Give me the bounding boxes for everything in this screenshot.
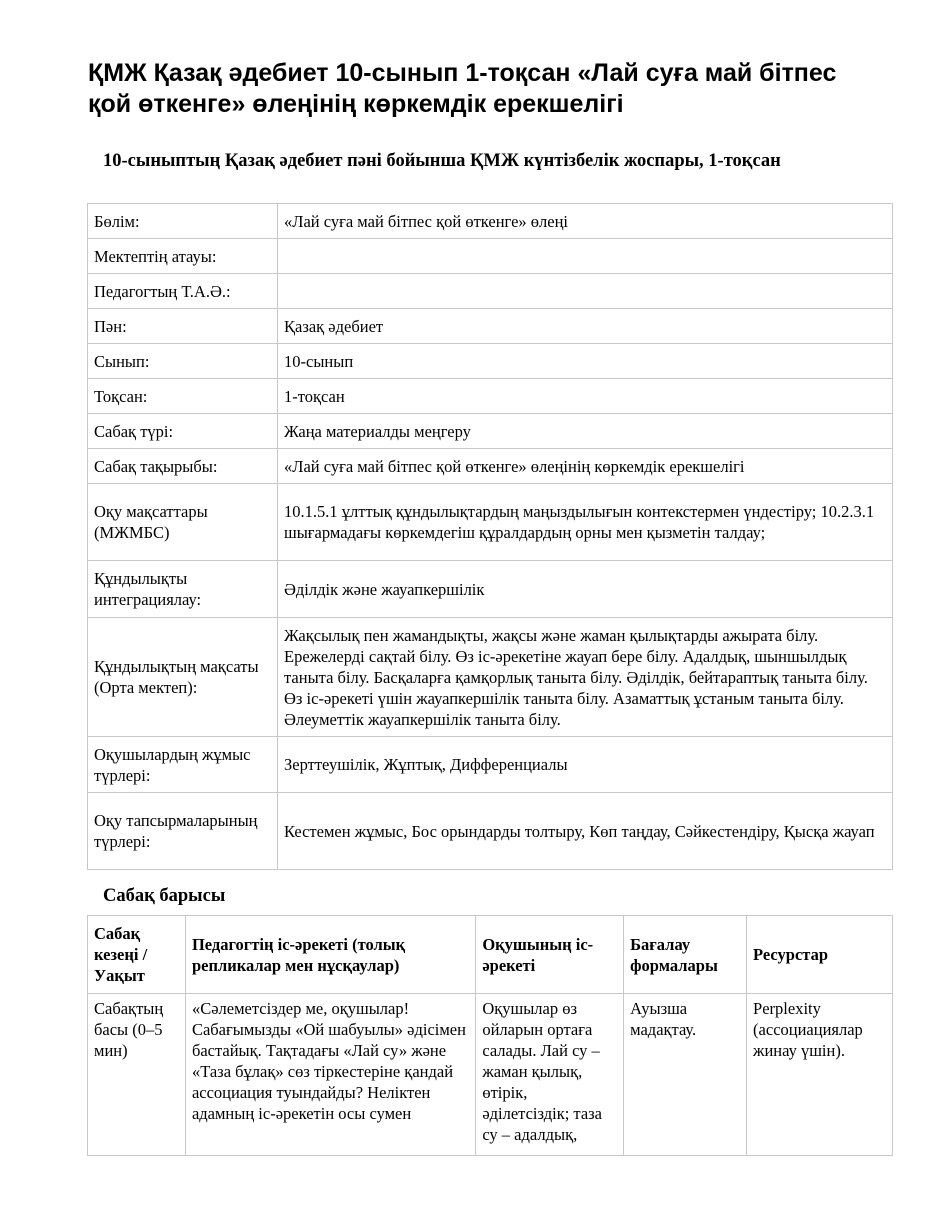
table-header-row: [88, 916, 893, 994]
plan-subtitle: 10-сыныптың Қазақ әдебиет пәні бойынша ҚМЖ күнтізбелік жоспары, 1-тоқсан: [103, 151, 781, 171]
table-row: [88, 204, 893, 239]
column-header: Педагогтің іс-әрекеті (толық репликалар мен нұсқаулар): [185, 916, 475, 994]
student-activity-cell: Оқушылар өз ойларын ортаға салады. Лай су – жаман қылық, өтірік, әділетсіздік; таза су – адалдық,: [476, 994, 624, 1156]
table-row: [88, 561, 893, 618]
info-key: Мектептің атауы:: [88, 239, 278, 274]
assessment-cell: Ауызша мадақтау.: [624, 994, 747, 1156]
resources-cell: Perplexity (ассоциациялар жинау үшін).: [747, 994, 893, 1156]
info-value: Жақсылық пен жамандықты, жақсы және жаман қылықтарды ажырата білу. Ережелерді сақтай білу. Өз іс-әрекетіне жауап бере білу. Адалдық, шыншылдық таныта білу. Басқаларға қамқорлық таныта білу. Әділдік, бейтараптық таныта білу. Өз іс-әрекеті үшін жауапкершілік таныта білу. Азаматтық ұстаным таныта білу. Әлеуметтік жауапкершілік таныта білу.: [278, 618, 893, 737]
info-value: Әділдік және жауапкершілік: [278, 561, 893, 618]
table-row: [88, 344, 893, 379]
column-header: Оқушының іс-әрекеті: [476, 916, 624, 994]
table-row: [88, 449, 893, 484]
info-key: Оқу мақсаттары (МЖМБС): [88, 484, 278, 561]
table-row: [88, 414, 893, 449]
info-value: 10-сынып: [278, 344, 893, 379]
table-row: [88, 793, 893, 870]
info-key: Оқушылардың жұмыс түрлері:: [88, 737, 278, 793]
info-value: 10.1.5.1 ұлттық құндылықтардың маңыздылығын контекстермен үндестіру; 10.2.3.1 шығармадағы көркемдегіш құралдардың орны мен қызметін талдау;: [278, 484, 893, 561]
table-row: [88, 309, 893, 344]
info-value: Қазақ әдебиет: [278, 309, 893, 344]
info-key: Сабақ тақырыбы:: [88, 449, 278, 484]
table-row: [88, 618, 893, 737]
stage-cell: Сабақтың басы (0–5 мин): [88, 994, 186, 1156]
info-key: Құндылықты интеграциялау:: [88, 561, 278, 618]
table-row: [88, 274, 893, 309]
info-value: Кестемен жұмыс, Бос орындарды толтыру, Көп таңдау, Сәйкестендіру, Қысқа жауап: [278, 793, 893, 870]
lesson-flow-table: [87, 915, 893, 1156]
info-key: Педагогтың Т.А.Ә.:: [88, 274, 278, 309]
info-value: [278, 239, 893, 274]
table-row: [88, 994, 893, 1156]
info-key: Бөлім:: [88, 204, 278, 239]
column-header: Бағалау формалары: [624, 916, 747, 994]
lesson-heading: Сабақ барысы: [103, 886, 226, 906]
info-key: Сабақ түрі:: [88, 414, 278, 449]
table-row: [88, 379, 893, 414]
column-header: Ресурстар: [747, 916, 893, 994]
teacher-activity-cell: «Сәлеметсіздер ме, оқушылар! Сабағымызды «Ой шабуылы» әдісімен бастайық. Тақтадағы «Лай су» және «Таза бұлақ» сөз тіркестеріне қандай ассоциация туындайды? Неліктен адамның іс-әрекетін осы сумен: [185, 994, 475, 1156]
table-row: [88, 484, 893, 561]
info-key: Оқу тапсырмаларының түрлері:: [88, 793, 278, 870]
document-title: ҚМЖ Қазақ әдебиет 10-сынып 1-тоқсан «Лай суға май бітпес қой өткенге» өлеңінің көркемдік ерекшелігі: [88, 59, 837, 118]
info-value: 1-тоқсан: [278, 379, 893, 414]
column-header: Сабақ кезеңі / Уақыт: [88, 916, 186, 994]
info-key: Пән:: [88, 309, 278, 344]
info-value: [278, 274, 893, 309]
info-value: Зерттеушілік, Жұптық, Дифференциалы: [278, 737, 893, 793]
table-row: [88, 239, 893, 274]
info-value: «Лай суға май бітпес қой өткенге» өлеңі: [278, 204, 893, 239]
info-key: Тоқсан:: [88, 379, 278, 414]
table-row: [88, 737, 893, 793]
info-value: «Лай суға май бітпес қой өткенге» өлеңінің көркемдік ерекшелігі: [278, 449, 893, 484]
info-key: Сынып:: [88, 344, 278, 379]
info-value: Жаңа материалды меңгеру: [278, 414, 893, 449]
info-key: Құндылықтың мақсаты (Орта мектеп):: [88, 618, 278, 737]
lesson-info-table: [87, 203, 893, 870]
